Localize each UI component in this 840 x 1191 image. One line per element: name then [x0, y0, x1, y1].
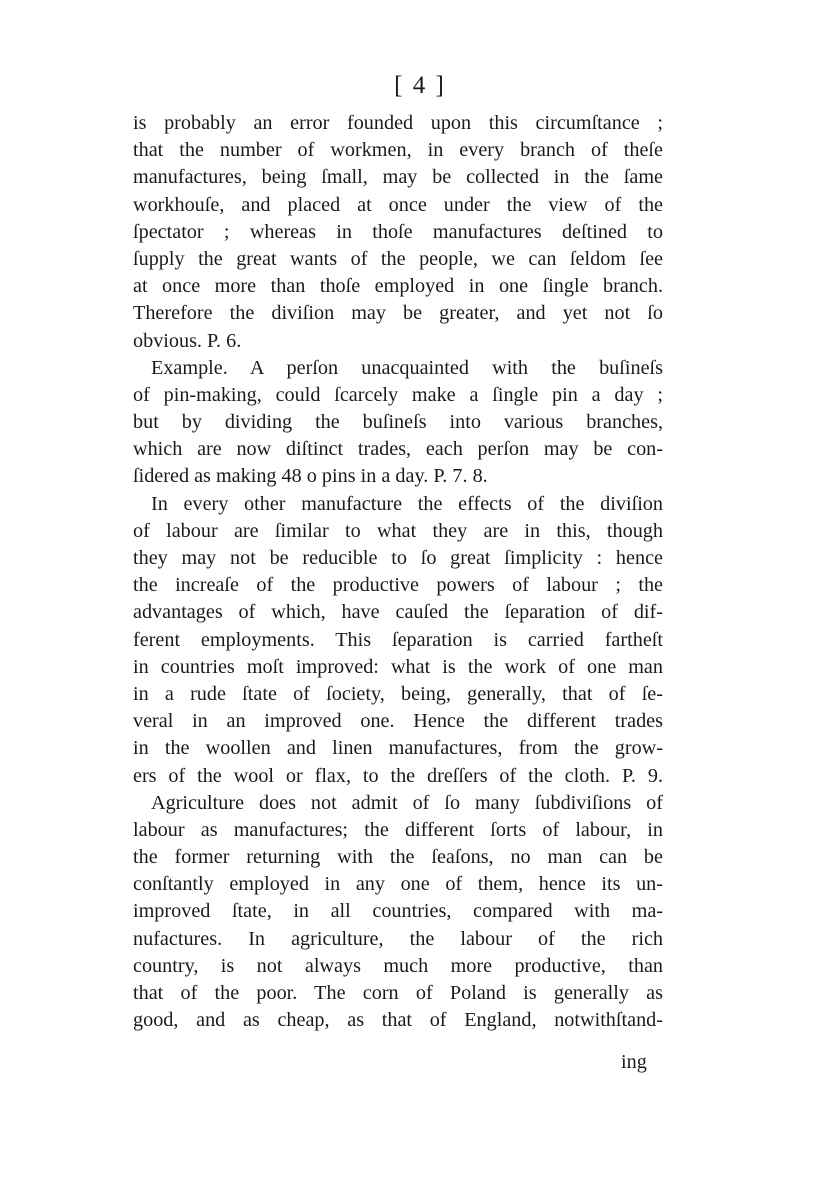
- text-line: the former returning with the ſeaſons, no man can be: [133, 846, 663, 869]
- text-line: at once more than thoſe employed in one ſingle branch.: [133, 275, 663, 298]
- text-line: the increaſe of the productive powers of labour ; the: [133, 574, 663, 597]
- catchword: ing: [621, 1051, 647, 1073]
- text-line: country, is not always much more productive, than: [133, 954, 663, 977]
- text-line: in the woollen and linen manufactures, from the grow-: [133, 737, 663, 760]
- text-line: is probably an error founded upon this circumſtance ;: [133, 112, 663, 134]
- text-line: Example. A perſon unacquainted with the buſineſs: [151, 356, 663, 379]
- text-line: conſtantly employed in any one of them, hence its un-: [133, 873, 663, 896]
- text-line: of pin-making, could ſcarcely make a ſingle pin a day ;: [133, 383, 663, 406]
- text-line: they may not be reducible to ſo great ſimplicity : hence: [133, 547, 663, 569]
- text-line: In every other manufacture the effects of the diviſion: [151, 492, 663, 515]
- text-line: ſupply the great wants of the people, we can ſeldom ſee: [133, 247, 663, 270]
- text-line: that of the poor. The corn of Poland is generally as: [133, 982, 663, 1004]
- text-line: advantages of which, have cauſed the ſeparation of dif-: [133, 601, 663, 624]
- text-line: nufactures. In agriculture, the labour of the rich: [133, 927, 663, 950]
- text-line: which are now diſtinct trades, each perſon may be con-: [133, 438, 663, 461]
- text-line: good, and as cheap, as that of England, notwithſtand-: [133, 1009, 663, 1032]
- text-line: ers of the wool or flax, to the dreſſers of the cloth. P. 9.: [133, 764, 663, 787]
- text-line: Therefore the diviſion may be greater, and yet not ſo: [133, 302, 663, 325]
- page-number: [ 4 ]: [394, 72, 446, 99]
- text-line: in a rude ſtate of ſociety, being, generally, that of ſe-: [133, 682, 663, 705]
- text-line: manufactures, being ſmall, may be collected in the ſame: [133, 166, 663, 189]
- body-text: [133, 110, 663, 1034]
- text-line: but by dividing the buſineſs into various branches,: [133, 411, 663, 434]
- text-line: in countries moſt improved: what is the work of one man: [133, 655, 663, 678]
- text-line: ſpectator ; whereas in thoſe manufactures deſtined to: [133, 220, 663, 243]
- text-line: labour as manufactures; the different ſorts of labour, in: [133, 818, 663, 841]
- text-line: workhouſe, and placed at once under the view of the: [133, 193, 663, 216]
- text-line: Agriculture does not admit of ſo many ſubdiviſions of: [151, 791, 663, 814]
- text-line: ſidered as making 48 o pins in a day. P. 7. 8.: [133, 465, 488, 488]
- text-line: improved ſtate, in all countries, compared with ma-: [133, 900, 663, 923]
- text-line: ferent employments. This ſeparation is carried fartheſt: [133, 628, 663, 651]
- text-line: that the number of workmen, in every branch of theſe: [133, 139, 663, 162]
- text-line: obvious. P. 6.: [133, 329, 242, 352]
- text-line: of labour are ſimilar to what they are in this, though: [133, 519, 663, 542]
- text-line: veral in an improved one. Hence the different trades: [133, 710, 663, 733]
